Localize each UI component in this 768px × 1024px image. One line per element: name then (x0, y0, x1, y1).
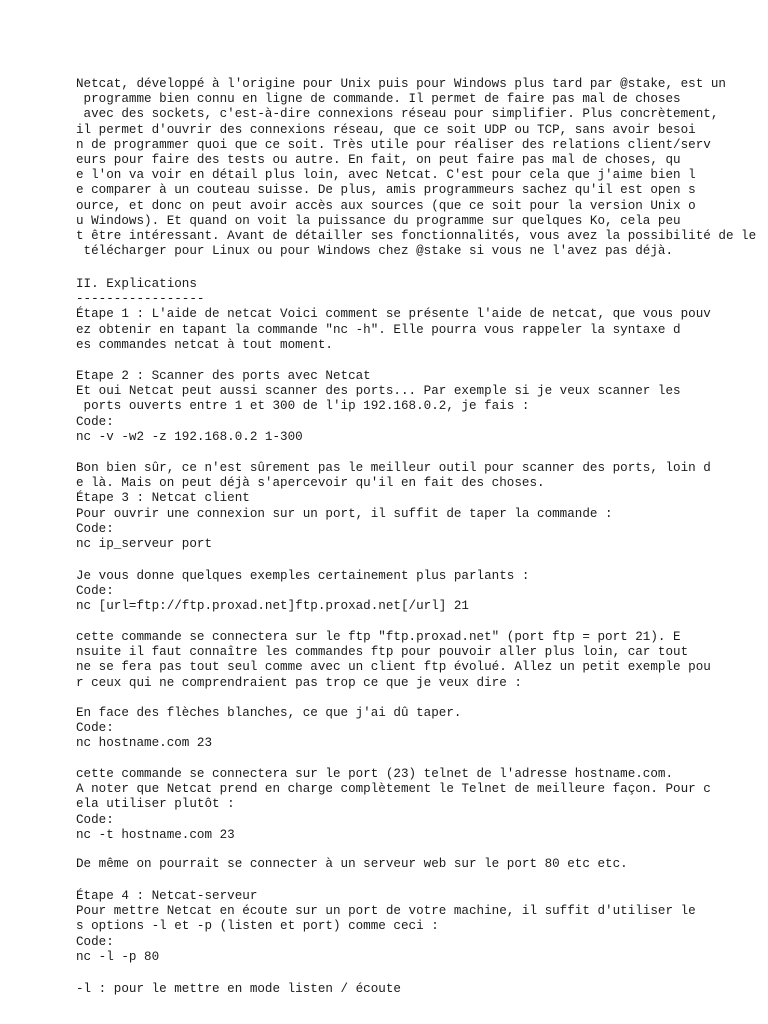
text-line: es commandes netcat à tout moment. (76, 337, 333, 352)
text-line: En face des flèches blanches, ce que j'ai dû taper. (76, 706, 462, 720)
heading-underline: ----------------- (76, 292, 205, 307)
text-line: ports ouverts entre 1 et 300 de l'ip 192.168.0.2, je fais : (76, 399, 530, 414)
text-line: s options -l et -p (listen et port) comme ceci : (76, 919, 439, 934)
code-label: Code: (76, 934, 114, 949)
text-line: -l : pour le mettre en mode listen / écoute (76, 982, 401, 996)
text-line: Pour mettre Netcat en écoute sur un port de votre machine, il suffit d'utiliser le (76, 904, 696, 919)
text-line: t être intéressant. Avant de détailler ses fonctionnalités, vous avez la possibilité de le (76, 228, 757, 243)
step-4-paragraph (76, 889, 766, 965)
step-2-paragraph (76, 369, 766, 445)
telnet-example-paragraph (76, 706, 766, 752)
listen-option-paragraph (76, 982, 766, 997)
step-heading: Étape 4 : Netcat-serveur (76, 889, 258, 903)
text-line: Je vous donne quelques exemples certainement plus parlants : (76, 569, 530, 583)
web-server-paragraph (76, 857, 766, 872)
text-line: Et oui Netcat peut aussi scanner des ports... Par exemple si je veux scanner les (76, 384, 681, 399)
code-label: Code: (76, 812, 114, 827)
code-command: nc -l -p 80 (76, 949, 160, 964)
step-3-paragraph (76, 461, 766, 552)
text-line: e l'on va voir en détail plus loin, avec Netcat. C'est pour cela que j'aime bien l (76, 168, 696, 183)
text-line: n de programmer quoi que ce soit. Très utile pour réaliser des relations client/serv (76, 137, 711, 152)
text-line: ez obtenir en tapant la commande "nc -h". Elle pourra vous rappeler la syntaxe d (76, 322, 681, 337)
examples-paragraph (76, 569, 766, 615)
text-line: e là. Mais on peut déjà s'apercevoir qu'il en fait des choses. (76, 476, 545, 491)
code-label: Code: (76, 521, 114, 536)
text-line: Bon bien sûr, ce n'est sûrement pas le meilleur outil pour scanner des ports, loin d (76, 461, 711, 475)
code-label: Code: (76, 414, 114, 429)
text-line: De même on pourrait se connecter à un serveur web sur le port 80 etc etc. (76, 857, 628, 871)
code-command: nc -v -w2 -z 192.168.0.2 1-300 (76, 429, 303, 444)
code-command: nc ip_serveur port (76, 536, 213, 551)
step-heading: Étape 3 : Netcat client (76, 491, 250, 506)
text-line: ela utiliser plutôt : (76, 797, 235, 812)
text-line: avec des sockets, c'est-à-dire connexions réseau pour simplifier. Plus concrètement, (76, 107, 719, 122)
intro-paragraph (76, 77, 766, 259)
explications-section (76, 277, 766, 353)
code-command: nc -t hostname.com 23 (76, 827, 235, 842)
text-line: r ceux qui ne comprendraient pas trop ce que je veux dire : (76, 675, 522, 690)
text-line: e comparer à un couteau suisse. De plus, amis programmeurs sachez qu'il est open s (76, 183, 696, 198)
text-line: il permet d'ouvrir des connexions réseau, que ce soit UDP ou TCP, sans avoir besoi (76, 122, 696, 137)
text-line: télécharger pour Linux ou pour Windows chez @stake si vous ne l'avez pas déjà. (76, 244, 674, 259)
text-line: Pour ouvrir une connexion sur un port, il suffit de taper la commande : (76, 506, 613, 521)
text-line: Netcat, développé à l'origine pour Unix puis pour Windows plus tard par @stake, est un (76, 77, 726, 91)
step-heading: Etape 2 : Scanner des ports avec Netcat (76, 369, 371, 383)
telnet-paragraph (76, 767, 766, 843)
section-heading: II. Explications (76, 277, 197, 291)
text-line: ource, et donc on peut avoir accès aux sources (que ce soit pour la version Unix o (76, 198, 696, 213)
text-line: Étape 1 : L'aide de netcat Voici comment se présente l'aide de netcat, que vous pouv (76, 307, 711, 322)
text-line: nsuite il faut connaître les commandes ftp pour pouvoir aller plus loin, car tout (76, 645, 689, 660)
text-line: ne se fera pas tout seul comme avec un client ftp évolué. Allez un petit exemple pou (76, 660, 711, 675)
text-line: cette commande se connectera sur le ftp "ftp.proxad.net" (port ftp = port 21). E (76, 630, 681, 644)
text-line: eurs pour faire des tests ou autre. En fait, on peut faire pas mal de choses, qu (76, 152, 681, 167)
text-line: u Windows). Et quand on voit la puissance du programme sur quelques Ko, cela peu (76, 213, 681, 228)
code-command: nc hostname.com 23 (76, 736, 213, 751)
text-line: cette commande se connectera sur le port (23) telnet de l'adresse hostname.com. (76, 767, 674, 781)
code-label: Code: (76, 721, 114, 736)
code-label: Code: (76, 584, 114, 599)
ftp-paragraph (76, 630, 766, 691)
text-line: A noter que Netcat prend en charge complètement le Telnet de meilleure façon. Pour c (76, 782, 711, 797)
text-line: programme bien connu en ligne de commande. Il permet de faire pas mal de choses (76, 92, 681, 107)
code-command: nc [url=ftp://ftp.proxad.net]ftp.proxad.net[/url] 21 (76, 599, 469, 614)
